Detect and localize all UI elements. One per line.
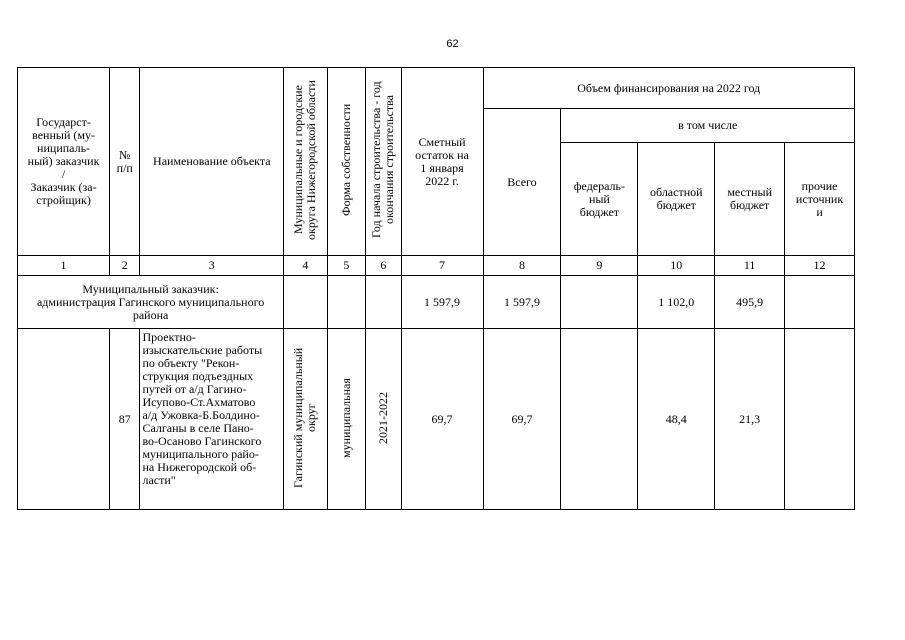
header-total: Всего: [483, 109, 561, 256]
header-object-name: Наименование объекта: [140, 68, 284, 256]
column-number: 11: [715, 256, 785, 276]
summary-years: [366, 276, 401, 329]
summary-municipality: [284, 276, 328, 329]
row-customer: [18, 329, 110, 510]
row-object-name: Проектно- изыскательские работы по объекту "Рекон- струкция подъездных путей от а/д Гагино- Исупово-Ст.Ахматово а/д Ужовка-Б.Болдино- Салганы в селе Пано- во-Осаново Гагинского муниципального райо- на Нижегородской об- ласти": [140, 329, 284, 510]
header-num: № п/п: [110, 68, 140, 256]
column-number: 1: [18, 256, 110, 276]
row-regional: 48,4: [638, 329, 715, 510]
row-ownership-text: муниципальная: [338, 377, 353, 458]
column-number: 4: [284, 256, 328, 276]
summary-estimated-balance: 1 597,9: [401, 276, 483, 329]
column-number: 6: [366, 256, 401, 276]
row-years-text: 2021-2022: [375, 391, 390, 444]
row-municipality: [284, 329, 328, 510]
header-years: [366, 68, 401, 256]
column-number: 2: [110, 256, 140, 276]
column-number: 8: [483, 256, 561, 276]
summary-row: [18, 276, 855, 329]
summary-other: [785, 276, 855, 329]
row-federal: [561, 329, 638, 510]
row-total: 69,7: [483, 329, 561, 510]
column-number: 7: [401, 256, 483, 276]
summary-ownership: [327, 276, 365, 329]
row-estimated-balance: 69,7: [401, 329, 483, 510]
column-number: 10: [638, 256, 715, 276]
header-years-text: Год начала строительства - год окончания строительства: [369, 81, 397, 239]
header-federal: федераль- ный бюджет: [561, 143, 638, 256]
column-number: 3: [140, 256, 284, 276]
header-financing: Объем финансирования на 2022 год: [483, 68, 854, 109]
row-ownership: [327, 329, 365, 510]
row-municipality-text: Гагинский муниципальный округ: [291, 347, 319, 488]
header-municipality: [284, 68, 328, 256]
header-regional: областной бюджет: [638, 143, 715, 256]
row-local: 21,3: [715, 329, 785, 510]
summary-federal: [561, 276, 638, 329]
header-estimated-balance: Сметный остаток на 1 января 2022 г.: [401, 68, 483, 256]
row-other: [785, 329, 855, 510]
header-local: местный бюджет: [715, 143, 785, 256]
table-row: [18, 329, 855, 510]
column-number: 5: [327, 256, 365, 276]
financing-table: [17, 67, 855, 510]
header-customer: Государст- венный (му- ниципаль- ный) заказчик / Заказчик (за- стройщик): [18, 68, 110, 256]
header-ownership: [327, 68, 365, 256]
column-numbers-row: [18, 256, 855, 276]
header-municipality-text: Муниципальные и городские округа Нижегородской области: [291, 80, 319, 240]
header-other: прочие источник и: [785, 143, 855, 256]
summary-local: 495,9: [715, 276, 785, 329]
column-number: 12: [785, 256, 855, 276]
row-num: 87: [110, 329, 140, 510]
page-number: 62: [446, 38, 459, 50]
header-including: в том числе: [561, 109, 855, 143]
summary-regional: 1 102,0: [638, 276, 715, 329]
header-ownership-text: Форма собственности: [338, 103, 353, 217]
row-years: [366, 329, 401, 510]
summary-total: 1 597,9: [483, 276, 561, 329]
column-number: 9: [561, 256, 638, 276]
summary-label: Муниципальный заказчик: администрация Гагинского муниципального района: [18, 276, 284, 329]
